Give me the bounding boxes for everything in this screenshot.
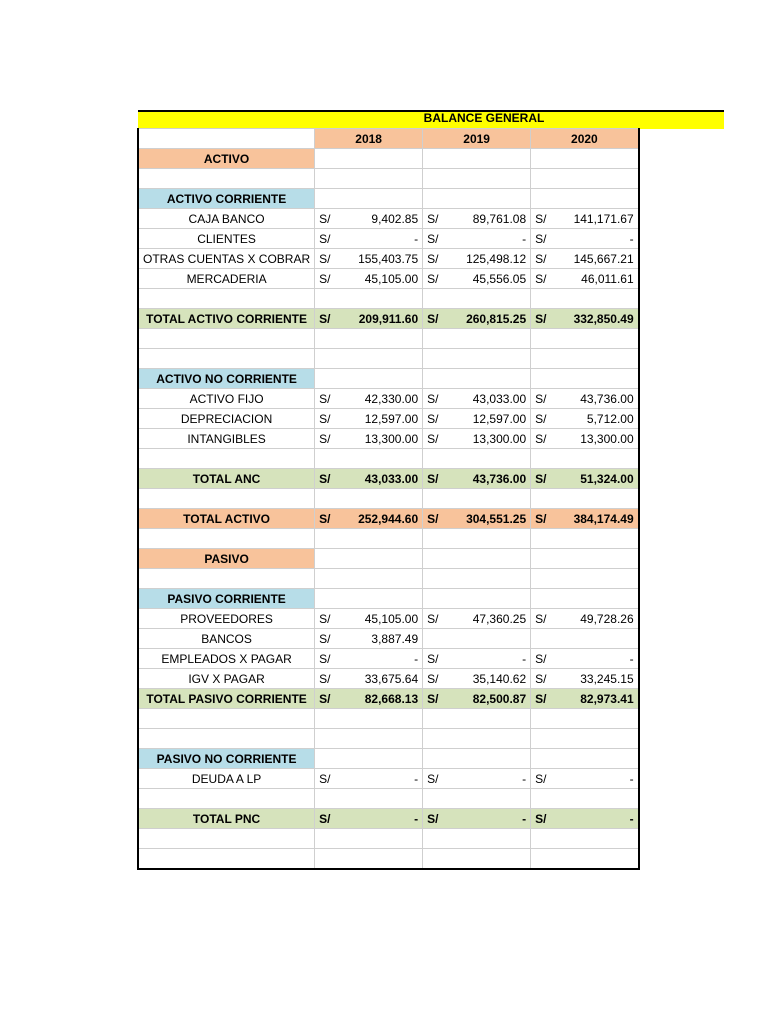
currency-symbol: S/: [427, 511, 439, 526]
total-row: [138, 509, 639, 529]
empty-cell: [531, 589, 639, 609]
amount-cell: [423, 229, 531, 249]
amount-value: 51,324.00: [580, 471, 634, 486]
row-label: ACTIVO: [138, 149, 315, 169]
blank-row: [138, 289, 639, 309]
balance-sheet-table: [137, 128, 640, 870]
amount-cell: [315, 669, 423, 689]
currency-symbol: S/: [427, 471, 439, 486]
amount-value: -: [522, 771, 527, 786]
amount-cell: [423, 809, 531, 829]
account-row: [138, 409, 639, 429]
empty-cell: [423, 589, 531, 609]
blank-row: [138, 729, 639, 749]
amount-cell: [531, 409, 639, 429]
currency-symbol: S/: [319, 651, 331, 666]
empty-cell: [138, 489, 315, 509]
empty-cell: [315, 449, 423, 469]
currency-symbol: S/: [535, 771, 547, 786]
amount-value: -: [629, 771, 634, 786]
blank-row: [138, 569, 639, 589]
amount-value: 155,403.75: [358, 251, 419, 266]
subsection-row: [138, 189, 639, 209]
empty-cell: [531, 569, 639, 589]
amount-value: 82,668.13: [364, 691, 419, 706]
empty-cell: [315, 709, 423, 729]
empty-cell: [138, 349, 315, 369]
amount-value: 332,850.49: [573, 311, 634, 326]
amount-cell: [315, 469, 423, 489]
empty-cell: [423, 849, 531, 870]
total-row: [138, 309, 639, 329]
amount-value: -: [414, 771, 419, 786]
currency-symbol: S/: [319, 691, 331, 706]
amount-cell: [423, 249, 531, 269]
amount-value: 12,597.00: [364, 411, 419, 426]
currency-symbol: S/: [319, 431, 331, 446]
amount-value: 33,245.15: [580, 671, 634, 686]
currency-symbol: S/: [319, 771, 331, 786]
total-row: [138, 809, 639, 829]
row-label: EMPLEADOS X PAGAR: [138, 649, 315, 669]
empty-cell: [138, 529, 315, 549]
empty-cell: [423, 749, 531, 769]
amount-cell: [315, 209, 423, 229]
currency-symbol: S/: [319, 671, 331, 686]
empty-cell: [531, 149, 639, 169]
blank-row: [138, 709, 639, 729]
empty-cell: [315, 349, 423, 369]
empty-cell: [315, 369, 423, 389]
currency-symbol: S/: [319, 471, 331, 486]
empty-cell: [531, 729, 639, 749]
currency-symbol: S/: [535, 211, 547, 226]
empty-cell: [315, 329, 423, 349]
account-row: [138, 249, 639, 269]
subsection-row: [138, 749, 639, 769]
empty-cell: [423, 349, 531, 369]
empty-cell: [423, 729, 531, 749]
row-label: PASIVO: [138, 549, 315, 569]
empty-cell: [531, 449, 639, 469]
empty-cell: [138, 329, 315, 349]
subsection-row: [138, 589, 639, 609]
account-row: [138, 669, 639, 689]
empty-cell: [423, 829, 531, 849]
amount-value: 9,402.85: [371, 211, 419, 226]
amount-value: 46,011.61: [581, 271, 634, 286]
empty-cell: [315, 529, 423, 549]
empty-cell: [138, 569, 315, 589]
amount-value: 82,500.87: [472, 691, 527, 706]
empty-cell: [138, 449, 315, 469]
amount-value: 43,033.00: [472, 391, 527, 406]
row-label: PASIVO NO CORRIENTE: [138, 749, 315, 769]
currency-symbol: S/: [427, 611, 439, 626]
empty-cell: [315, 489, 423, 509]
currency-symbol: S/: [427, 651, 439, 666]
amount-value: 12,597.00: [472, 411, 527, 426]
amount-cell: [423, 509, 531, 529]
amount-value: 35,140.62: [472, 671, 527, 686]
amount-value: -: [629, 231, 634, 246]
empty-cell: [531, 289, 639, 309]
amount-cell: [531, 429, 639, 449]
empty-cell: [423, 369, 531, 389]
blank-row: [138, 329, 639, 349]
account-row: [138, 429, 639, 449]
amount-cell: [315, 609, 423, 629]
currency-symbol: S/: [535, 251, 547, 266]
currency-symbol: S/: [319, 271, 331, 286]
amount-cell: [315, 229, 423, 249]
empty-cell: [423, 629, 531, 649]
currency-symbol: S/: [427, 671, 439, 686]
empty-cell: [531, 529, 639, 549]
amount-cell: [423, 429, 531, 449]
account-row: [138, 629, 639, 649]
currency-symbol: S/: [319, 311, 331, 326]
amount-cell: [315, 249, 423, 269]
amount-cell: [423, 609, 531, 629]
empty-cell: [531, 749, 639, 769]
blank-row: [138, 169, 639, 189]
empty-cell: [315, 149, 423, 169]
amount-value: 33,675.64: [364, 671, 419, 686]
amount-value: 384,174.49: [573, 511, 634, 526]
amount-value: 260,815.25: [466, 311, 527, 326]
empty-cell: [138, 169, 315, 189]
currency-symbol: S/: [319, 211, 331, 226]
empty-cell: [531, 789, 639, 809]
blank-row: [138, 449, 639, 469]
amount-cell: [315, 509, 423, 529]
row-label: MERCADERIA: [138, 269, 315, 289]
amount-cell: [423, 689, 531, 709]
currency-symbol: S/: [427, 691, 439, 706]
currency-symbol: S/: [427, 251, 439, 266]
amount-cell: [423, 469, 531, 489]
account-row: [138, 609, 639, 629]
blank-row: [138, 789, 639, 809]
empty-cell: [315, 749, 423, 769]
row-label: ACTIVO FIJO: [138, 389, 315, 409]
amount-value: 304,551.25: [466, 511, 527, 526]
empty-cell: [138, 849, 315, 870]
empty-cell: [138, 829, 315, 849]
empty-cell: [423, 489, 531, 509]
row-label: CAJA BANCO: [138, 209, 315, 229]
empty-cell: [315, 289, 423, 309]
empty-cell: [531, 329, 639, 349]
currency-symbol: S/: [319, 611, 331, 626]
section-row: [138, 549, 639, 569]
empty-cell: [315, 569, 423, 589]
blank-row: [138, 529, 639, 549]
amount-cell: [531, 209, 639, 229]
year-header-row: [138, 129, 639, 149]
row-label: INTANGIBLES: [138, 429, 315, 449]
amount-value: 3,887.49: [371, 631, 419, 646]
currency-symbol: S/: [427, 771, 439, 786]
account-row: [138, 209, 639, 229]
amount-value: 252,944.60: [358, 511, 419, 526]
row-label: TOTAL PASIVO CORRIENTE: [138, 689, 315, 709]
currency-symbol: S/: [535, 231, 547, 246]
amount-value: 43,736.00: [472, 471, 527, 486]
empty-cell: [531, 369, 639, 389]
empty-cell: [315, 849, 423, 870]
account-row: [138, 649, 639, 669]
empty-cell: [315, 729, 423, 749]
amount-value: 141,171.67: [573, 211, 634, 226]
amount-value: 47,360.25: [472, 611, 527, 626]
amount-cell: [315, 269, 423, 289]
amount-value: 82,973.41: [580, 691, 634, 706]
blank-row: [138, 349, 639, 369]
row-label: IGV X PAGAR: [138, 669, 315, 689]
amount-cell: [315, 389, 423, 409]
amount-cell: [531, 609, 639, 629]
amount-cell: [423, 309, 531, 329]
amount-cell: [531, 809, 639, 829]
amount-cell: [423, 389, 531, 409]
year-header-2018: 2018: [315, 129, 423, 149]
empty-cell: [315, 589, 423, 609]
amount-value: 45,556.05: [472, 271, 527, 286]
currency-symbol: S/: [535, 611, 547, 626]
empty-cell: [531, 349, 639, 369]
empty-cell: [315, 829, 423, 849]
currency-symbol: S/: [319, 511, 331, 526]
amount-value: 209,911.60: [358, 311, 419, 326]
amount-cell: [531, 229, 639, 249]
amount-value: 13,300.00: [580, 431, 634, 446]
row-label: CLIENTES: [138, 229, 315, 249]
amount-cell: [423, 669, 531, 689]
row-label: TOTAL PNC: [138, 809, 315, 829]
row-label: ACTIVO CORRIENTE: [138, 189, 315, 209]
empty-cell: [531, 549, 639, 569]
empty-cell: [423, 149, 531, 169]
empty-cell: [531, 189, 639, 209]
row-label: DEPRECIACION: [138, 409, 315, 429]
account-row: [138, 269, 639, 289]
currency-symbol: S/: [427, 271, 439, 286]
amount-value: 89,761.08: [472, 211, 527, 226]
amount-cell: [315, 809, 423, 829]
currency-symbol: S/: [427, 431, 439, 446]
currency-symbol: S/: [535, 811, 547, 826]
empty-cell: [423, 789, 531, 809]
amount-value: 125,498.12: [466, 251, 527, 266]
amount-value: 5,712.00: [586, 411, 634, 426]
amount-value: -: [522, 651, 527, 666]
currency-symbol: S/: [427, 211, 439, 226]
amount-value: -: [522, 811, 527, 826]
currency-symbol: S/: [427, 391, 439, 406]
empty-cell: [138, 289, 315, 309]
amount-cell: [531, 769, 639, 789]
empty-cell: [531, 169, 639, 189]
currency-symbol: S/: [427, 811, 439, 826]
currency-symbol: S/: [535, 651, 547, 666]
amount-cell: [315, 769, 423, 789]
empty-cell: [423, 709, 531, 729]
amount-cell: [315, 429, 423, 449]
empty-cell: [531, 709, 639, 729]
amount-cell: [423, 649, 531, 669]
amount-cell: [531, 669, 639, 689]
blank-row: [138, 489, 639, 509]
amount-cell: [531, 269, 639, 289]
empty-cell: [315, 189, 423, 209]
currency-symbol: S/: [427, 231, 439, 246]
empty-cell: [423, 449, 531, 469]
currency-symbol: S/: [535, 311, 547, 326]
empty-cell: [423, 289, 531, 309]
empty-cell: [531, 829, 639, 849]
amount-cell: [315, 409, 423, 429]
year-header-2019: 2019: [423, 129, 531, 149]
currency-symbol: S/: [535, 391, 547, 406]
currency-symbol: S/: [535, 511, 547, 526]
empty-cell: [531, 849, 639, 870]
currency-symbol: S/: [319, 251, 331, 266]
header-blank-cell: [138, 129, 315, 149]
amount-cell: [531, 249, 639, 269]
account-row: [138, 389, 639, 409]
account-row: [138, 769, 639, 789]
currency-symbol: S/: [535, 691, 547, 706]
amount-value: 45,105.00: [364, 611, 419, 626]
amount-value: 45,105.00: [364, 271, 419, 286]
empty-cell: [138, 729, 315, 749]
row-label: ACTIVO NO CORRIENTE: [138, 369, 315, 389]
empty-cell: [531, 489, 639, 509]
empty-cell: [138, 789, 315, 809]
amount-value: 145,667.21: [573, 251, 634, 266]
empty-cell: [423, 169, 531, 189]
empty-cell: [315, 789, 423, 809]
amount-cell: [531, 649, 639, 669]
empty-cell: [423, 189, 531, 209]
empty-cell: [315, 549, 423, 569]
currency-symbol: S/: [319, 391, 331, 406]
empty-cell: [138, 709, 315, 729]
amount-cell: [315, 689, 423, 709]
amount-value: 43,033.00: [364, 471, 419, 486]
currency-symbol: S/: [535, 431, 547, 446]
currency-symbol: S/: [319, 231, 331, 246]
year-header-2020: 2020: [531, 129, 639, 149]
empty-cell: [423, 329, 531, 349]
currency-symbol: S/: [535, 671, 547, 686]
amount-cell: [315, 629, 423, 649]
amount-value: 42,330.00: [364, 391, 419, 406]
currency-symbol: S/: [319, 631, 331, 646]
amount-cell: [315, 309, 423, 329]
currency-symbol: S/: [427, 311, 439, 326]
currency-symbol: S/: [535, 271, 547, 286]
amount-value: -: [414, 811, 419, 826]
empty-cell: [315, 169, 423, 189]
sheet-title: BALANCE GENERAL: [423, 111, 545, 125]
amount-value: -: [414, 651, 419, 666]
amount-value: 13,300.00: [472, 431, 527, 446]
row-label: PROVEEDORES: [138, 609, 315, 629]
currency-symbol: S/: [535, 471, 547, 486]
amount-cell: [423, 269, 531, 289]
amount-cell: [423, 209, 531, 229]
amount-cell: [423, 409, 531, 429]
amount-value: -: [629, 811, 634, 826]
row-label: BANCOS: [138, 629, 315, 649]
amount-cell: [531, 689, 639, 709]
amount-value: 43,736.00: [580, 391, 634, 406]
amount-value: -: [629, 651, 634, 666]
amount-cell: [423, 769, 531, 789]
amount-cell: [531, 469, 639, 489]
amount-cell: [531, 389, 639, 409]
amount-value: 49,728.26: [580, 611, 634, 626]
blank-row: [138, 849, 639, 870]
total-row: [138, 469, 639, 489]
empty-cell: [423, 569, 531, 589]
amount-value: 13,300.00: [364, 431, 419, 446]
currency-symbol: S/: [319, 811, 331, 826]
row-label: PASIVO CORRIENTE: [138, 589, 315, 609]
empty-cell: [423, 549, 531, 569]
row-label: TOTAL ANC: [138, 469, 315, 489]
currency-symbol: S/: [319, 411, 331, 426]
amount-value: -: [522, 231, 527, 246]
currency-symbol: S/: [427, 411, 439, 426]
currency-symbol: S/: [535, 411, 547, 426]
row-label: DEUDA A LP: [138, 769, 315, 789]
section-row: [138, 149, 639, 169]
blank-row: [138, 829, 639, 849]
account-row: [138, 229, 639, 249]
empty-cell: [531, 629, 639, 649]
empty-cell: [423, 529, 531, 549]
amount-cell: [531, 309, 639, 329]
amount-cell: [531, 509, 639, 529]
row-label: TOTAL ACTIVO CORRIENTE: [138, 309, 315, 329]
total-row: [138, 689, 639, 709]
row-label: TOTAL ACTIVO: [138, 509, 315, 529]
amount-cell: [315, 649, 423, 669]
subsection-row: [138, 369, 639, 389]
row-label: OTRAS CUENTAS X COBRAR: [138, 249, 315, 269]
amount-value: -: [414, 231, 419, 246]
